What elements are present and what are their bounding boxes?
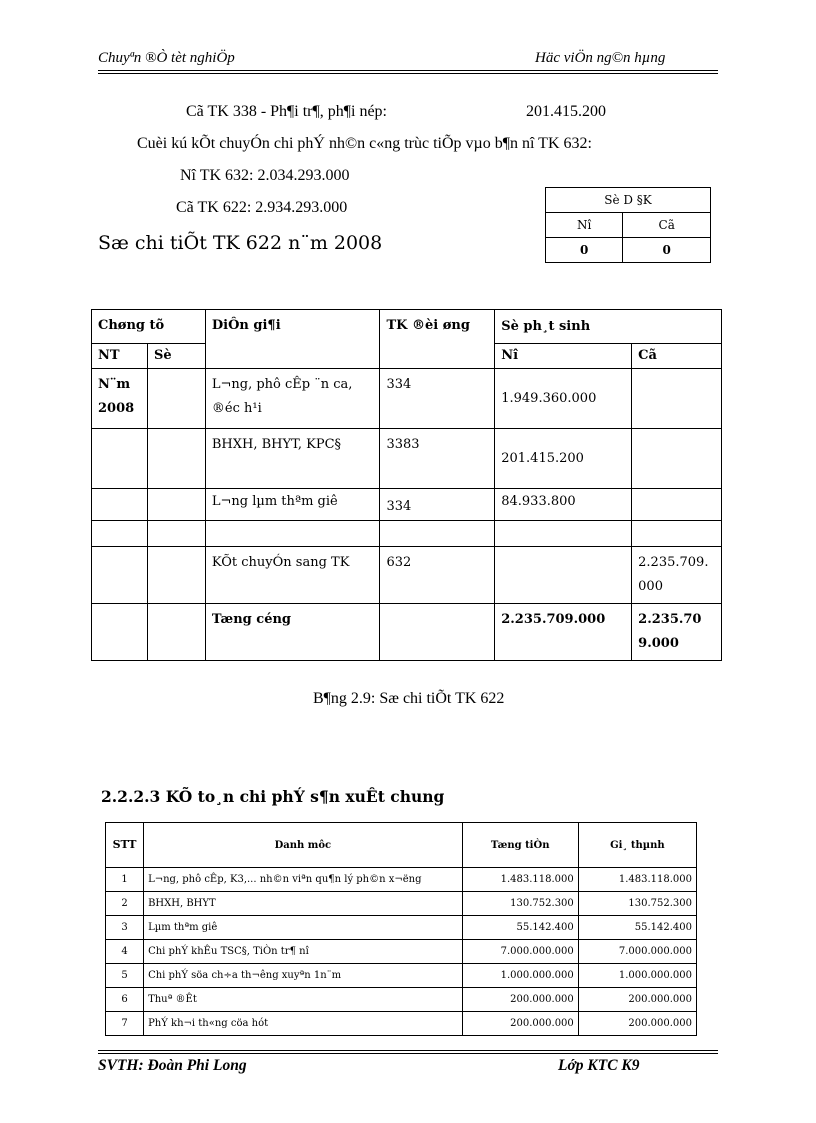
header-item: Danh môc (144, 823, 463, 868)
cell-stt: 2 (106, 892, 144, 916)
intro-line1-label: Cã TK 338 - Ph¶i tr¶, ph¶i nép: (186, 103, 387, 120)
row-account: 334 (380, 489, 495, 521)
table-caption: B¶ng 2.9: Sæ chi tiÕt TK 622 (313, 690, 505, 707)
total-row (92, 604, 722, 661)
cell-item: Thuª ®Êt (144, 988, 463, 1012)
row-nt: N¨m 2008 (92, 369, 148, 429)
header-price: Gi¸ thµnh (578, 823, 696, 868)
intro-line4: Cã TK 622: 2.934.293.000 (176, 199, 348, 216)
cell-price: 200.000.000 (578, 1012, 696, 1036)
row-debit (495, 547, 632, 604)
total-label: Tæng céng (205, 604, 380, 661)
cell-total: 200.000.000 (462, 1012, 578, 1036)
cell-total: 7.000.000.000 (462, 940, 578, 964)
table-row (106, 868, 697, 892)
table-row (92, 547, 722, 604)
ledger-title: Sæ chi tiÕt TK 622 n¨m 2008 (98, 232, 383, 254)
balance-debit-value: 0 (546, 238, 623, 263)
cell-total: 130.752.300 (462, 892, 578, 916)
header-no: Sè (147, 344, 205, 369)
row-no (147, 521, 205, 547)
row-desc (205, 521, 380, 547)
row-desc: BHXH, BHYT, KPC§ (205, 429, 380, 489)
row-debit (495, 521, 632, 547)
footer-left: SVTH: Đoàn Phi Long (98, 1057, 247, 1074)
ledger-table (91, 309, 722, 661)
row-no (147, 429, 205, 489)
row-desc: L¬ng lµm thªm giê (205, 489, 380, 521)
total-credit: 2.235.709.000 (632, 604, 722, 661)
header-arising: Sè ph¸t sinh (495, 310, 722, 344)
cell-stt: 3 (106, 916, 144, 940)
table-row (106, 940, 697, 964)
table-row (106, 988, 697, 1012)
row-no (147, 369, 205, 429)
row-nt (92, 547, 148, 604)
header-rule-2 (98, 73, 718, 74)
row-debit: 201.415.200 (495, 429, 632, 489)
section-heading: 2.2.2.3 KÕ to¸n chi phÝ s¶n xuÊt chung (101, 787, 445, 806)
cell-stt: 1 (106, 868, 144, 892)
cost-table (105, 822, 697, 1036)
header-left: Chuyªn ®Ò tèt nghiÖp (98, 50, 235, 66)
header-debit: Nî (495, 344, 632, 369)
row-credit: 2.235.709.000 (632, 547, 722, 604)
header-credit: Cã (632, 344, 722, 369)
footer-rule-2 (98, 1053, 718, 1054)
table-row (92, 429, 722, 489)
balance-credit-value: 0 (623, 238, 711, 263)
table-row (92, 521, 722, 547)
row-no (147, 489, 205, 521)
header-rule (98, 70, 718, 71)
balance-title: Sè D §K (546, 188, 711, 213)
cell-price: 130.752.300 (578, 892, 696, 916)
cell-total: 55.142.400 (462, 916, 578, 940)
cell-item: Chi phÝ khÊu TSC§, TiÒn tr¶ nî (144, 940, 463, 964)
cell-item: BHXH, BHYT (144, 892, 463, 916)
row-nt (92, 489, 148, 521)
row-account: 3383 (380, 429, 495, 489)
table-row (92, 489, 722, 521)
cell-stt: 6 (106, 988, 144, 1012)
row-debit: 84.933.800 (495, 489, 632, 521)
row-debit: 1.949.360.000 (495, 369, 632, 429)
row-nt (92, 429, 148, 489)
cell-price: 55.142.400 (578, 916, 696, 940)
table-row (92, 369, 722, 429)
cell-price: 7.000.000.000 (578, 940, 696, 964)
cell-stt: 7 (106, 1012, 144, 1036)
row-account: 334 (380, 369, 495, 429)
header-description: DiÔn gi¶i (205, 310, 380, 369)
cell-item: Chi phÝ söa ch÷a th¬êng xuyªn 1n¨m (144, 964, 463, 988)
row-desc: KÕt chuyÓn sang TK (205, 547, 380, 604)
cell-price: 1.483.118.000 (578, 868, 696, 892)
cell-price: 1.000.000.000 (578, 964, 696, 988)
header-stt: STT (106, 823, 144, 868)
cell-item: PhÝ kh¬i th«ng cöa hót (144, 1012, 463, 1036)
cell-item: L¬ng, phô cÊp, K3,... nh©n viªn qu¶n lý ph©n x¬ëng (144, 868, 463, 892)
row-account (380, 521, 495, 547)
intro-line3: Nî TK 632: 2.034.293.000 (180, 167, 350, 184)
row-credit (632, 489, 722, 521)
total-debit: 2.235.709.000 (495, 604, 632, 661)
header-nt: NT (92, 344, 148, 369)
row-desc: L¬ng, phô cÊp ¨n ca, ®éc h¹i (205, 369, 380, 429)
row-account: 632 (380, 547, 495, 604)
opening-balance-box (545, 187, 711, 263)
header-account: TK ®èi øng (380, 310, 495, 369)
header-voucher: Chøng tõ (92, 310, 206, 344)
table-row (106, 1012, 697, 1036)
table-row (106, 964, 697, 988)
row-credit (632, 369, 722, 429)
cell-total: 1.000.000.000 (462, 964, 578, 988)
intro-line2: Cuèi kú kÕt chuyÓn chi phÝ nh©n c«ng trùc tiÕp vµo b¶n nî TK 632: (137, 135, 592, 152)
cell-item: Lµm thªm giê (144, 916, 463, 940)
cell-total: 200.000.000 (462, 988, 578, 1012)
intro-line1-value: 201.415.200 (526, 103, 606, 120)
cell-total: 1.483.118.000 (462, 868, 578, 892)
balance-credit-label: Cã (623, 213, 711, 238)
row-no (147, 547, 205, 604)
footer-right: Lớp KTC K9 (558, 1057, 640, 1074)
row-nt (92, 521, 148, 547)
header-total: Tæng tiÒn (462, 823, 578, 868)
footer-rule (98, 1050, 718, 1051)
header-right: Häc viÖn ng©n hµng (535, 50, 666, 66)
row-credit (632, 521, 722, 547)
cell-stt: 4 (106, 940, 144, 964)
cell-price: 200.000.000 (578, 988, 696, 1012)
cell-stt: 5 (106, 964, 144, 988)
table-row (106, 892, 697, 916)
row-credit (632, 429, 722, 489)
table-row (106, 916, 697, 940)
balance-debit-label: Nî (546, 213, 623, 238)
